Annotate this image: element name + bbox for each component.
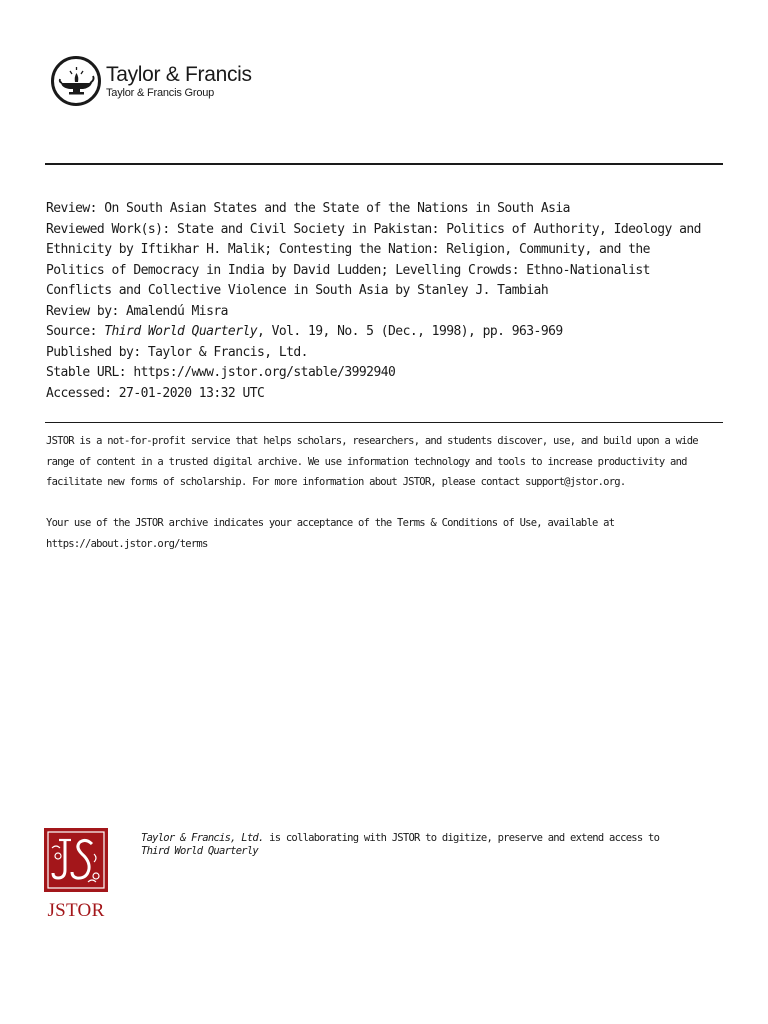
publisher-logo xyxy=(50,55,252,107)
jstor-logo xyxy=(44,828,108,920)
published-by: Published by: Taylor & Francis, Ltd. xyxy=(46,344,308,360)
source-line xyxy=(46,322,726,343)
stable-url[interactable]: Stable URL: https://www.jstor.org/stable/3992940 xyxy=(46,365,396,380)
source-prefix: Source: xyxy=(46,324,105,339)
jstor-wordmark: JSTOR xyxy=(47,900,105,921)
publisher-group: Taylor & Francis Group xyxy=(106,86,215,99)
reviewed-works-line-3: Politics of Democracy in India by David Ludden; Levelling Crowds: Ethno-Nationalist xyxy=(46,262,650,278)
collab-text: is collaborating with JSTOR to digitize, preserve and extend access to xyxy=(263,832,660,844)
notice-line: JSTOR is a not-for-profit service that helps scholars, researchers, and students discover, use, and build upon a wide xyxy=(46,435,698,447)
jstor-notice xyxy=(46,431,726,554)
collaboration-statement xyxy=(141,832,741,858)
collab-journal: Third World Quarterly xyxy=(141,845,259,857)
taylor-francis-lamp-icon xyxy=(50,55,102,107)
accessed-date: Accessed: 27-01-2020 13:32 UTC xyxy=(46,385,265,401)
top-divider xyxy=(45,163,723,165)
collab-publisher: Taylor & Francis, Ltd. xyxy=(141,832,264,844)
publisher-name: Taylor & Francis xyxy=(106,62,252,86)
source-details: , Vol. 19, No. 5 (Dec., 1998), pp. 963-969 xyxy=(257,324,563,339)
terms-link[interactable]: https://about.jstor.org/terms xyxy=(46,537,208,550)
review-by: Review by: Amalendú Misra xyxy=(46,303,228,319)
reviewed-works-line-1: Reviewed Work(s): State and Civil Society in Pakistan: Politics of Authority, Ideology and xyxy=(46,221,701,237)
reviewed-works-line-4: Conflicts and Collective Violence in South Asia by Stanley J. Tambiah xyxy=(46,283,549,298)
reviewed-works-line-2: Ethnicity by Iftikhar H. Malik; Contesting the Nation: Religion, Community, and the xyxy=(46,242,650,257)
middle-divider xyxy=(45,422,723,423)
source-journal: Third World Quarterly xyxy=(104,324,258,339)
jstor-emblem-icon xyxy=(44,828,108,892)
notice-line: range of content in a trusted digital archive. We use information technology and tools to increase productivity and xyxy=(46,455,687,468)
review-title: Review: On South Asian States and the State of the Nations in South Asia xyxy=(46,201,570,216)
notice-line-contact[interactable]: facilitate new forms of scholarship. For more information about JSTOR, please contact support@jstor.org. xyxy=(46,476,626,488)
citation-block xyxy=(46,199,726,404)
terms-notice-line: Your use of the JSTOR archive indicates your acceptance of the Terms & Conditions of Use, available at xyxy=(46,517,615,529)
